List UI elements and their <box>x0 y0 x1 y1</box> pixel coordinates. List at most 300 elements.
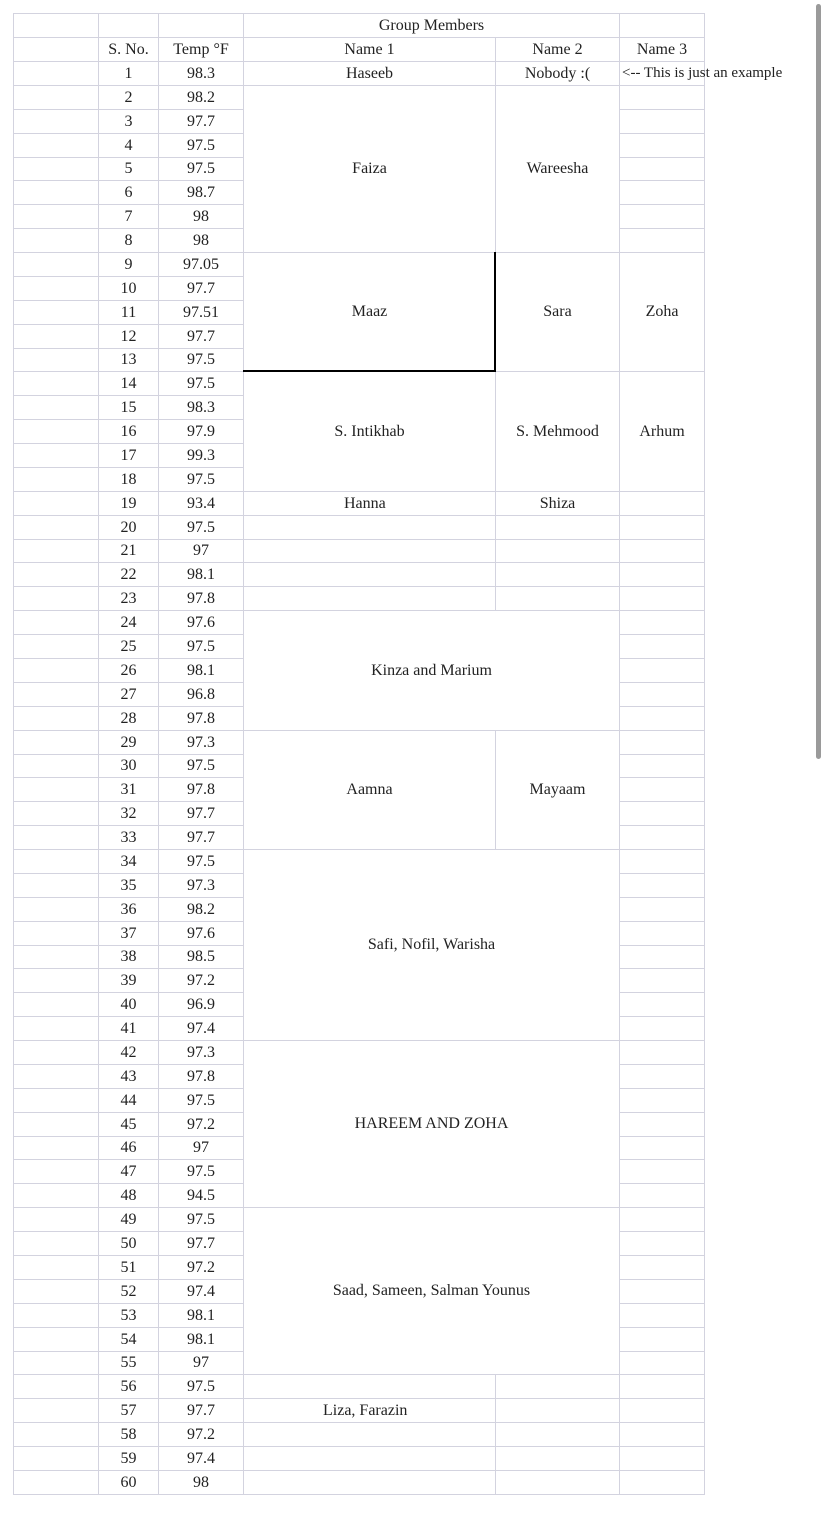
temp-cell[interactable] <box>158 1303 244 1328</box>
row-blank-cell[interactable] <box>13 801 99 826</box>
temp-cell-text: 97 <box>193 542 209 559</box>
sno-cell[interactable] <box>98 539 159 563</box>
temp-cell[interactable] <box>158 730 244 755</box>
row-blank-cell[interactable] <box>13 1351 99 1375</box>
sno-cell-text: 11 <box>120 303 137 321</box>
sno-cell[interactable] <box>98 443 159 468</box>
row-blank-cell[interactable] <box>13 1422 99 1447</box>
name3-cell[interactable] <box>619 1422 705 1447</box>
temp-cell[interactable] <box>158 706 244 731</box>
sno-cell[interactable] <box>98 133 159 158</box>
row-blank-cell[interactable] <box>13 228 99 253</box>
sno-cell[interactable] <box>98 1112 159 1137</box>
temp-cell[interactable] <box>158 1016 244 1041</box>
sno-cell-text: 46 <box>120 1139 137 1156</box>
row-blank-cell[interactable] <box>13 419 99 444</box>
name3-cell[interactable] <box>619 1446 705 1471</box>
sno-cell[interactable] <box>98 180 159 205</box>
sno-cell[interactable] <box>98 1374 159 1399</box>
vertical-scrollbar[interactable] <box>816 4 821 759</box>
row-blank-cell[interactable] <box>13 634 99 659</box>
name3-cell[interactable] <box>619 801 705 826</box>
temp-cell[interactable] <box>158 777 244 802</box>
name1-cell[interactable] <box>243 730 496 850</box>
name2-cell[interactable] <box>495 1470 620 1495</box>
sno-cell[interactable] <box>98 324 159 349</box>
temp-cell[interactable] <box>158 395 244 420</box>
sno-cell[interactable] <box>98 610 159 635</box>
row-blank-cell[interactable] <box>13 515 99 540</box>
row-blank-cell[interactable] <box>13 777 99 802</box>
name3-cell[interactable] <box>619 562 705 587</box>
name1-cell[interactable] <box>243 491 496 516</box>
name3-cell[interactable] <box>619 491 705 516</box>
sno-cell-text: 38 <box>120 948 137 965</box>
temp-cell[interactable] <box>158 1422 244 1447</box>
temp-cell[interactable] <box>158 539 244 563</box>
group-merged-cell[interactable] <box>243 1207 620 1375</box>
row-blank-cell[interactable] <box>13 586 99 611</box>
temp-cell[interactable] <box>158 85 244 110</box>
name2-cell[interactable] <box>495 1374 620 1399</box>
sno-cell[interactable] <box>98 157 159 181</box>
name2-header-text: Name 2 <box>532 40 583 58</box>
temp-cell[interactable] <box>158 801 244 826</box>
temp-cell[interactable] <box>158 1207 244 1232</box>
name1-cell[interactable] <box>243 371 496 492</box>
name2-cell[interactable] <box>495 371 620 492</box>
name3-cell[interactable] <box>619 180 705 205</box>
name3-cell[interactable] <box>619 1279 705 1304</box>
row-blank-cell[interactable] <box>13 324 99 349</box>
sno-cell[interactable] <box>98 85 159 110</box>
row-blank-cell[interactable] <box>13 849 99 874</box>
temp-cell-text: 97.4 <box>187 1019 215 1037</box>
name2-cell[interactable] <box>495 1446 620 1471</box>
temp-cell[interactable] <box>158 1112 244 1137</box>
name3-cell[interactable] <box>619 992 705 1017</box>
name3-header-text: Name 3 <box>636 40 688 58</box>
sno-cell[interactable] <box>98 1064 159 1089</box>
temp-cell-text: 97.8 <box>187 780 215 798</box>
temp-cell[interactable] <box>158 586 244 611</box>
sno-cell[interactable] <box>98 300 159 325</box>
row-blank-cell[interactable] <box>13 562 99 587</box>
sno-cell[interactable] <box>98 825 159 850</box>
sno-cell[interactable] <box>98 1231 159 1256</box>
name1-cell[interactable] <box>243 1374 496 1399</box>
name3-cell[interactable] <box>619 1327 705 1352</box>
name3-cell[interactable] <box>619 109 705 134</box>
row-blank-cell[interactable] <box>13 252 99 277</box>
row-blank-cell[interactable] <box>13 873 99 898</box>
temp-cell[interactable] <box>158 658 244 683</box>
temp-cell[interactable] <box>158 109 244 134</box>
temp-cell-text: 97.4 <box>187 1282 215 1300</box>
temp-cell[interactable] <box>158 371 244 396</box>
temp-cell[interactable] <box>158 1231 244 1256</box>
name3-cell[interactable] <box>619 610 705 635</box>
name2-cell[interactable] <box>495 515 620 540</box>
temp-cell[interactable] <box>158 1446 244 1471</box>
name2-cell[interactable] <box>495 252 620 372</box>
temp-cell[interactable] <box>158 491 244 516</box>
sno-cell[interactable] <box>98 1136 159 1160</box>
row-blank-cell[interactable] <box>13 1016 99 1041</box>
name3-cell[interactable] <box>619 204 705 229</box>
row-blank-cell[interactable] <box>13 1159 99 1184</box>
sno-cell[interactable] <box>98 61 159 86</box>
temp-cell[interactable] <box>158 682 244 707</box>
temp-cell-text: 98.2 <box>187 88 215 106</box>
sno-cell[interactable] <box>98 1016 159 1041</box>
sno-cell[interactable] <box>98 1422 159 1447</box>
sno-header[interactable] <box>98 37 159 62</box>
row-blank-cell[interactable] <box>13 491 99 516</box>
temp-cell[interactable] <box>158 945 244 969</box>
sno-cell[interactable] <box>98 1040 159 1065</box>
sno-cell[interactable] <box>98 252 159 277</box>
sno-cell-text: 25 <box>120 637 137 655</box>
temp-cell[interactable] <box>158 825 244 850</box>
temp-cell[interactable] <box>158 133 244 158</box>
name1-cell[interactable] <box>243 61 496 86</box>
row-blank-cell[interactable] <box>13 658 99 683</box>
temp-cell[interactable] <box>158 467 244 492</box>
temp-cell[interactable] <box>158 324 244 349</box>
name3-cell[interactable] <box>619 1303 705 1328</box>
sno-cell[interactable] <box>98 801 159 826</box>
sno-cell[interactable] <box>98 1303 159 1328</box>
sno-cell-text: 21 <box>120 542 137 559</box>
sno-cell[interactable] <box>98 682 159 707</box>
temp-cell-text: 97.5 <box>187 1377 215 1395</box>
sno-cell[interactable] <box>98 1183 159 1208</box>
sno-cell[interactable] <box>98 467 159 492</box>
sno-cell-text: 59 <box>120 1449 137 1467</box>
row-blank-cell[interactable] <box>13 1374 99 1399</box>
name1-cell[interactable] <box>243 1422 496 1447</box>
sno-cell[interactable] <box>98 968 159 993</box>
sno-cell[interactable] <box>98 109 159 134</box>
name3-cell[interactable] <box>619 252 705 372</box>
name3-cell[interactable] <box>619 1112 705 1137</box>
header-blank-cell[interactable] <box>619 13 705 38</box>
group-merged-cell[interactable] <box>243 849 620 1041</box>
name3-cell[interactable] <box>619 968 705 993</box>
name1-cell[interactable] <box>243 85 496 253</box>
name3-cell[interactable] <box>619 921 705 946</box>
sno-cell[interactable] <box>98 1351 159 1375</box>
temp-cell[interactable] <box>158 610 244 635</box>
temp-cell[interactable] <box>158 849 244 874</box>
name1-cell[interactable] <box>243 562 496 587</box>
temp-cell[interactable] <box>158 1279 244 1304</box>
sno-cell[interactable] <box>98 634 159 659</box>
name3-cell[interactable] <box>619 1040 705 1065</box>
sno-cell[interactable] <box>98 371 159 396</box>
row-blank-cell[interactable] <box>13 610 99 635</box>
sno-cell[interactable] <box>98 395 159 420</box>
temp-cell[interactable] <box>158 1064 244 1089</box>
name1-cell[interactable] <box>243 1398 496 1423</box>
row-blank-cell[interactable] <box>13 730 99 755</box>
temp-cell[interactable] <box>158 157 244 181</box>
row-blank-cell[interactable] <box>13 180 99 205</box>
name1-cell[interactable] <box>243 515 496 540</box>
name3-cell[interactable] <box>619 1159 705 1184</box>
name3-cell[interactable] <box>619 1255 705 1280</box>
name3-cell[interactable] <box>619 682 705 707</box>
temp-cell[interactable] <box>158 443 244 468</box>
name2-cell[interactable] <box>495 562 620 587</box>
name3-cell[interactable] <box>619 133 705 158</box>
row-blank-cell[interactable] <box>13 1446 99 1471</box>
group-merged-cell[interactable] <box>243 1040 620 1208</box>
name3-cell[interactable] <box>619 1088 705 1113</box>
temp-cell[interactable] <box>158 992 244 1017</box>
group-members-header[interactable] <box>243 13 620 38</box>
temp-cell[interactable] <box>158 897 244 922</box>
name2-cell[interactable] <box>495 730 620 850</box>
temp-cell[interactable] <box>158 252 244 277</box>
row-blank-cell[interactable] <box>13 825 99 850</box>
temp-cell[interactable] <box>158 1327 244 1352</box>
header-blank-cell[interactable] <box>98 13 159 38</box>
sno-cell[interactable] <box>98 1207 159 1232</box>
name3-cell[interactable] <box>619 1231 705 1256</box>
sno-cell[interactable] <box>98 1327 159 1352</box>
row-blank-cell[interactable] <box>13 443 99 468</box>
name3-cell[interactable] <box>619 1183 705 1208</box>
name1-cell[interactable] <box>243 539 496 563</box>
name3-cell[interactable] <box>619 85 705 110</box>
row-blank-cell[interactable] <box>13 204 99 229</box>
sno-cell[interactable] <box>98 1279 159 1304</box>
sno-cell-text: 42 <box>120 1043 137 1061</box>
temp-cell[interactable] <box>158 1351 244 1375</box>
name3-cell[interactable] <box>619 1136 705 1160</box>
sno-cell[interactable] <box>98 1470 159 1495</box>
row-blank-cell[interactable] <box>13 992 99 1017</box>
sno-cell[interactable] <box>98 515 159 540</box>
temp-cell[interactable] <box>158 180 244 205</box>
row-blank-cell[interactable] <box>13 1136 99 1160</box>
row-blank-cell[interactable] <box>13 348 99 372</box>
row-blank-cell[interactable] <box>13 539 99 563</box>
name1-header[interactable] <box>243 37 496 62</box>
row-blank-cell[interactable] <box>13 109 99 134</box>
sno-cell[interactable] <box>98 1088 159 1113</box>
name2-cell[interactable] <box>495 586 620 611</box>
name3-cell[interactable] <box>619 586 705 611</box>
row-blank-cell[interactable] <box>13 1303 99 1328</box>
sno-cell[interactable] <box>98 1446 159 1471</box>
sno-cell[interactable] <box>98 730 159 755</box>
row-blank-cell[interactable] <box>13 1327 99 1352</box>
name3-cell[interactable] <box>619 1016 705 1041</box>
name1-cell[interactable] <box>243 252 496 372</box>
row-blank-cell[interactable] <box>13 276 99 301</box>
name3-cell[interactable] <box>619 849 705 874</box>
sno-cell[interactable] <box>98 348 159 372</box>
sno-cell-text: 4 <box>124 136 133 154</box>
temp-cell[interactable] <box>158 873 244 898</box>
name3-header[interactable] <box>619 37 705 62</box>
row-blank-cell[interactable] <box>13 1398 99 1423</box>
row-blank-cell[interactable] <box>13 467 99 492</box>
name3-cell[interactable] <box>619 706 705 731</box>
temp-cell[interactable] <box>158 634 244 659</box>
sno-cell[interactable] <box>98 1398 159 1423</box>
temp-cell[interactable] <box>158 1136 244 1160</box>
name3-cell[interactable] <box>619 634 705 659</box>
name3-cell[interactable] <box>619 945 705 969</box>
row-blank-cell[interactable] <box>13 1255 99 1280</box>
name3-cell[interactable] <box>619 1374 705 1399</box>
name1-cell[interactable] <box>243 1446 496 1471</box>
name3-cell[interactable] <box>619 777 705 802</box>
name2-cell[interactable] <box>495 61 620 86</box>
temp-cell[interactable] <box>158 1159 244 1184</box>
row-blank-cell[interactable] <box>13 371 99 396</box>
sno-cell[interactable] <box>98 754 159 778</box>
name3-cell[interactable] <box>619 897 705 922</box>
sno-cell-text: 48 <box>120 1186 137 1204</box>
row-blank-cell[interactable] <box>13 1470 99 1495</box>
sno-cell[interactable] <box>98 562 159 587</box>
temp-cell[interactable] <box>158 228 244 253</box>
sno-cell[interactable] <box>98 777 159 802</box>
row-blank-cell[interactable] <box>13 395 99 420</box>
name3-cell[interactable] <box>619 825 705 850</box>
name3-cell[interactable] <box>619 1398 705 1423</box>
sno-cell[interactable] <box>98 276 159 301</box>
temp-cell[interactable] <box>158 754 244 778</box>
row-blank-cell[interactable] <box>13 706 99 731</box>
sno-cell[interactable] <box>98 873 159 898</box>
group-members-header-text: Group Members <box>378 16 485 34</box>
temp-cell[interactable] <box>158 968 244 993</box>
row-blank-cell[interactable] <box>13 945 99 969</box>
sno-cell[interactable] <box>98 1255 159 1280</box>
name3-cell[interactable] <box>619 157 705 181</box>
row-blank-cell[interactable] <box>13 1040 99 1065</box>
sno-cell-text: 30 <box>120 757 137 774</box>
temp-cell[interactable] <box>158 1470 244 1495</box>
temp-cell[interactable] <box>158 921 244 946</box>
name2-cell[interactable] <box>495 491 620 516</box>
sno-cell[interactable] <box>98 706 159 731</box>
temp-cell-text: 97.5 <box>187 1162 215 1180</box>
row-blank-cell[interactable] <box>13 897 99 922</box>
temp-cell[interactable] <box>158 1398 244 1423</box>
temp-cell[interactable] <box>158 348 244 372</box>
temp-cell[interactable] <box>158 1374 244 1399</box>
name3-cell[interactable] <box>619 539 705 563</box>
name2-cell[interactable] <box>495 539 620 563</box>
header-blank-cell[interactable] <box>158 13 244 38</box>
sno-cell[interactable] <box>98 897 159 922</box>
temp-cell[interactable] <box>158 1255 244 1280</box>
temp-cell[interactable] <box>158 1088 244 1113</box>
name3-cell[interactable] <box>619 1064 705 1089</box>
temp-cell[interactable] <box>158 61 244 86</box>
row-blank-cell[interactable] <box>13 754 99 778</box>
row-blank-cell[interactable] <box>13 133 99 158</box>
temp-header[interactable] <box>158 37 244 62</box>
temp-cell[interactable] <box>158 562 244 587</box>
sno-cell-text: 2 <box>124 88 133 106</box>
name3-cell[interactable] <box>619 1207 705 1232</box>
name1-cell[interactable] <box>243 586 496 611</box>
row-blank-cell[interactable] <box>13 1183 99 1208</box>
name3-cell[interactable] <box>619 730 705 755</box>
name3-cell[interactable] <box>619 1351 705 1375</box>
name3-cell[interactable] <box>619 873 705 898</box>
temp-cell-text: 97.5 <box>187 374 215 392</box>
temp-cell[interactable] <box>158 1040 244 1065</box>
row-blank-cell[interactable] <box>13 1207 99 1232</box>
temp-cell[interactable] <box>158 204 244 229</box>
sno-cell[interactable] <box>98 849 159 874</box>
row-blank-cell[interactable] <box>13 921 99 946</box>
row-blank-cell[interactable] <box>13 1088 99 1113</box>
sno-cell[interactable] <box>98 921 159 946</box>
row-blank-cell[interactable] <box>13 61 99 86</box>
name3-cell[interactable] <box>619 228 705 253</box>
sno-cell[interactable] <box>98 228 159 253</box>
name3-cell[interactable] <box>619 371 705 492</box>
row-blank-cell[interactable] <box>13 1279 99 1304</box>
group-merged-cell[interactable] <box>243 610 620 731</box>
sno-cell[interactable] <box>98 491 159 516</box>
sno-cell[interactable] <box>98 419 159 444</box>
temp-cell[interactable] <box>158 419 244 444</box>
sno-cell[interactable] <box>98 945 159 969</box>
row-blank-cell[interactable] <box>13 968 99 993</box>
row-blank-cell[interactable] <box>13 157 99 181</box>
name3-cell[interactable] <box>619 1470 705 1495</box>
name1-cell[interactable] <box>243 1470 496 1495</box>
row-blank-cell[interactable] <box>13 682 99 707</box>
row-blank-cell[interactable] <box>13 1112 99 1137</box>
name3-cell[interactable] <box>619 658 705 683</box>
name3-cell[interactable] <box>619 754 705 778</box>
temp-cell[interactable] <box>158 276 244 301</box>
name3-cell[interactable] <box>619 515 705 540</box>
row-blank-cell[interactable] <box>13 1231 99 1256</box>
name2-cell[interactable] <box>495 1422 620 1447</box>
sno-cell[interactable] <box>98 1159 159 1184</box>
temp-cell[interactable] <box>158 1183 244 1208</box>
sno-cell[interactable] <box>98 204 159 229</box>
sno-cell[interactable] <box>98 658 159 683</box>
sno-cell[interactable] <box>98 992 159 1017</box>
sno-cell[interactable] <box>98 586 159 611</box>
name2-cell[interactable] <box>495 1398 620 1423</box>
header-blank-cell[interactable] <box>13 37 99 62</box>
row-blank-cell[interactable] <box>13 300 99 325</box>
name2-header[interactable] <box>495 37 620 62</box>
header-blank-cell[interactable] <box>13 13 99 38</box>
name2-cell[interactable] <box>495 85 620 253</box>
row-blank-cell[interactable] <box>13 1064 99 1089</box>
row-blank-cell[interactable] <box>13 85 99 110</box>
temp-cell[interactable] <box>158 300 244 325</box>
temp-cell-text: 98 <box>193 207 209 225</box>
temp-cell[interactable] <box>158 515 244 540</box>
